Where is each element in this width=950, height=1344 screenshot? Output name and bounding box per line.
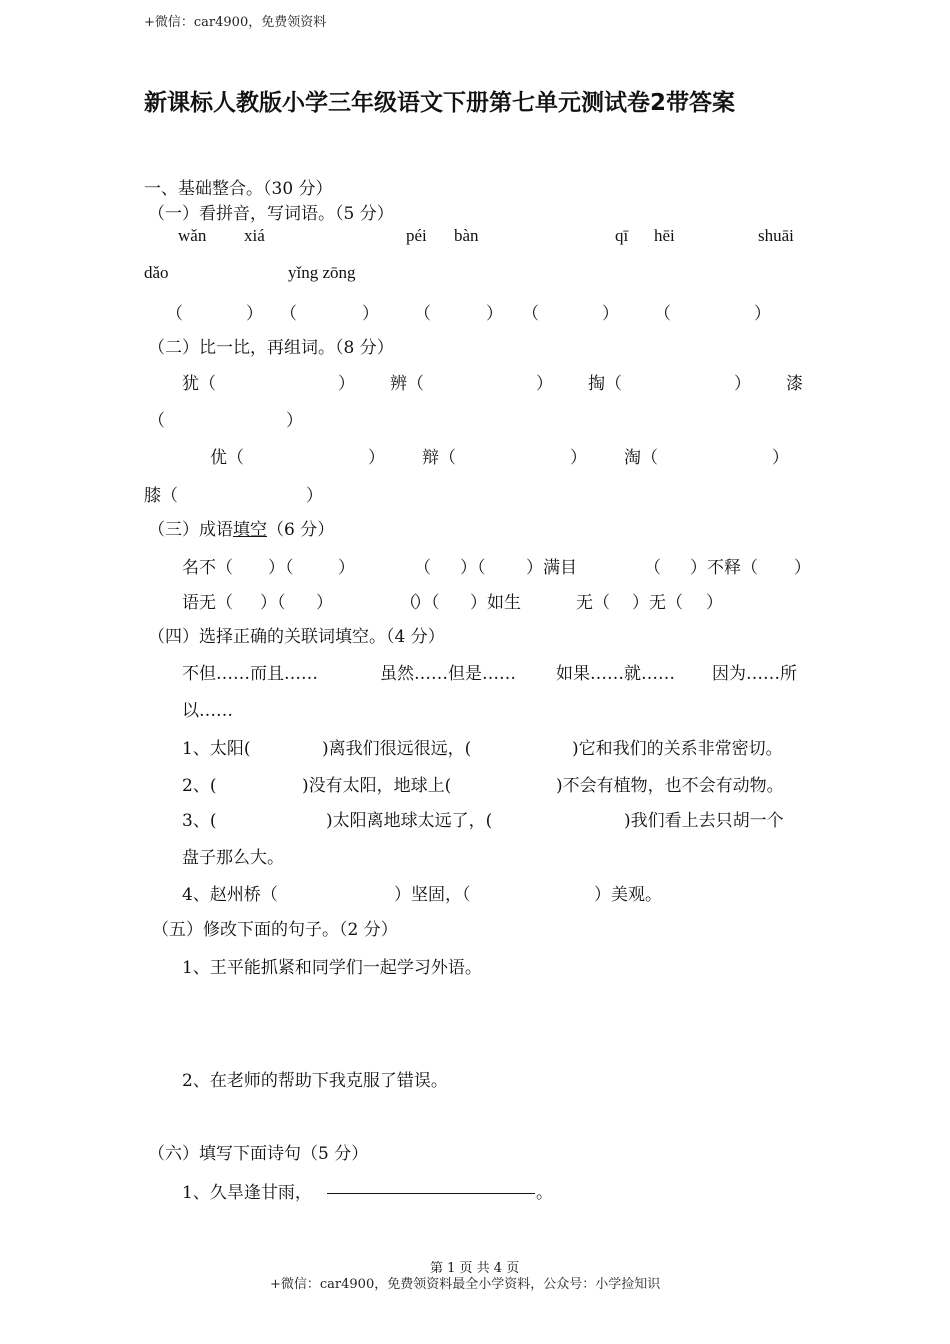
idiom-piece: ）（ bbox=[460, 558, 486, 578]
pinyin-ban: bàn bbox=[454, 226, 479, 245]
conjunction-option: 如果……就…… bbox=[556, 664, 675, 684]
page-title: 新课标人教版小学三年级语文下册第七单元测试卷2带答案 bbox=[144, 90, 736, 116]
blank-paren: ） bbox=[602, 304, 619, 324]
section-heading: 一、基础整合。（30 分） bbox=[144, 179, 333, 199]
idiom-piece: ） bbox=[706, 593, 723, 613]
char-item: ） bbox=[306, 486, 323, 506]
blank-paren: ） bbox=[486, 304, 503, 324]
char-item: 掏（ bbox=[588, 374, 622, 394]
part5-heading: （五）修改下面的句子。（2 分） bbox=[152, 920, 398, 940]
page-number: 第 1 页 共 4 页 bbox=[430, 1261, 520, 1276]
char-item: ） bbox=[570, 448, 587, 468]
question-piece: )它和我们的关系非常密切。 bbox=[572, 739, 783, 759]
blank-paren: ） bbox=[362, 304, 379, 324]
pinyin-wan: wǎn bbox=[178, 226, 207, 245]
part4-heading: （四）选择正确的关联词填空。（4 分） bbox=[148, 627, 445, 647]
question-piece: )我们看上去只胡一个 bbox=[624, 811, 784, 831]
blank-paren: ） bbox=[246, 304, 263, 324]
idiom-piece: ）（ bbox=[268, 558, 294, 578]
blank-paren: （ bbox=[166, 304, 183, 324]
part3-heading-suffix: （6 分） bbox=[267, 520, 335, 540]
poem-suffix: 。 bbox=[536, 1183, 553, 1203]
idiom-piece: ）无（ bbox=[632, 593, 683, 613]
question-piece: 盘子那么大。 bbox=[182, 848, 284, 868]
idiom-piece: ） bbox=[316, 593, 333, 613]
idiom-piece: ）如生 bbox=[470, 593, 521, 613]
watermark-top: +微信：car4900，免费领资料 bbox=[144, 15, 327, 30]
char-item: ） bbox=[368, 448, 385, 468]
part6-heading: （六）填写下面诗句（5 分） bbox=[148, 1144, 369, 1164]
part1-heading: （一）看拼音，写词语。（5 分） bbox=[148, 204, 394, 224]
char-item: 辩（ bbox=[422, 448, 456, 468]
pinyin-pei: péi bbox=[406, 226, 427, 245]
idiom-piece: 语无（ bbox=[182, 593, 233, 613]
question-piece: )离我们很远很远，( bbox=[322, 739, 472, 759]
char-item: 优（ bbox=[210, 448, 244, 468]
char-item: ） bbox=[338, 374, 355, 394]
conjunction-option: 虽然……但是…… bbox=[380, 664, 516, 684]
question-piece: 2、( bbox=[182, 776, 217, 796]
part3-heading-underlined: 填空 bbox=[233, 520, 267, 540]
question-piece: )没有太阳，地球上( bbox=[302, 776, 452, 796]
conjunction-option: 不但……而且…… bbox=[182, 664, 318, 684]
idiom-piece: （ bbox=[644, 558, 661, 578]
part3-heading-prefix: （三）成语 bbox=[148, 520, 233, 540]
char-item: 辨（ bbox=[390, 374, 424, 394]
char-item: 淘（ bbox=[624, 448, 658, 468]
conjunction-option: 因为……所 bbox=[712, 664, 797, 684]
revise-sentence: 1、王平能抓紧和同学们一起学习外语。 bbox=[182, 958, 482, 978]
pinyin-yingzong: yǐng zōng bbox=[288, 263, 356, 282]
char-item: ） bbox=[286, 411, 303, 431]
blank-paren: （ bbox=[654, 304, 671, 324]
idiom-piece: 名不（ bbox=[182, 558, 233, 578]
idiom-piece: （ bbox=[414, 558, 431, 578]
watermark-bottom: +微信：car4900，免费领资料最全小学资料，公众号：小学捡知识 bbox=[270, 1277, 661, 1292]
idiom-piece: （ bbox=[400, 593, 417, 613]
question-piece: )太阳离地球太远了，( bbox=[326, 811, 493, 831]
idiom-piece: ）（ bbox=[260, 593, 286, 613]
char-item: 漆 bbox=[786, 374, 803, 394]
blank-paren: （ bbox=[280, 304, 297, 324]
idiom-piece: 无（ bbox=[576, 593, 610, 613]
char-item: ） bbox=[772, 448, 789, 468]
pinyin-xia: xiá bbox=[244, 226, 265, 245]
conjunction-option: 以…… bbox=[182, 701, 233, 721]
idiom-piece: ） bbox=[338, 558, 355, 578]
blank-paren: ） bbox=[754, 304, 771, 324]
poem-prefix: 1、久旱逢甘雨， bbox=[182, 1183, 312, 1203]
poem-answer-line bbox=[327, 1193, 535, 1194]
question-piece: 3、( bbox=[182, 811, 217, 831]
pinyin-dao: dǎo bbox=[144, 263, 169, 282]
question-piece: ）美观。 bbox=[594, 885, 662, 905]
pinyin-shuai: shuāi bbox=[758, 226, 794, 245]
idiom-piece: ） bbox=[794, 558, 811, 578]
question-piece: 4、赵州桥（ bbox=[182, 885, 278, 905]
blank-paren: （ bbox=[522, 304, 539, 324]
pinyin-hei: hēi bbox=[654, 226, 675, 245]
part3-heading bbox=[148, 515, 334, 540]
question-piece: ）坚固，（ bbox=[394, 885, 471, 905]
question-piece: )不会有植物，也不会有动物。 bbox=[556, 776, 784, 796]
char-item: （ bbox=[148, 411, 165, 431]
idiom-piece: ）不释（ bbox=[690, 558, 758, 578]
revise-sentence: 2、在老师的帮助下我克服了错误。 bbox=[182, 1071, 448, 1091]
char-item: ） bbox=[734, 374, 751, 394]
idiom-piece: ）（ bbox=[414, 593, 440, 613]
char-item: ） bbox=[536, 374, 553, 394]
part2-heading: （二）比一比，再组词。（8 分） bbox=[148, 338, 394, 358]
blank-paren: （ bbox=[414, 304, 431, 324]
char-item: 犹（ bbox=[182, 374, 216, 394]
pinyin-qi: qī bbox=[615, 226, 629, 245]
char-item: 膝（ bbox=[144, 486, 178, 506]
question-piece: 1、太阳( bbox=[182, 739, 251, 759]
idiom-piece: ）满目 bbox=[526, 558, 577, 578]
